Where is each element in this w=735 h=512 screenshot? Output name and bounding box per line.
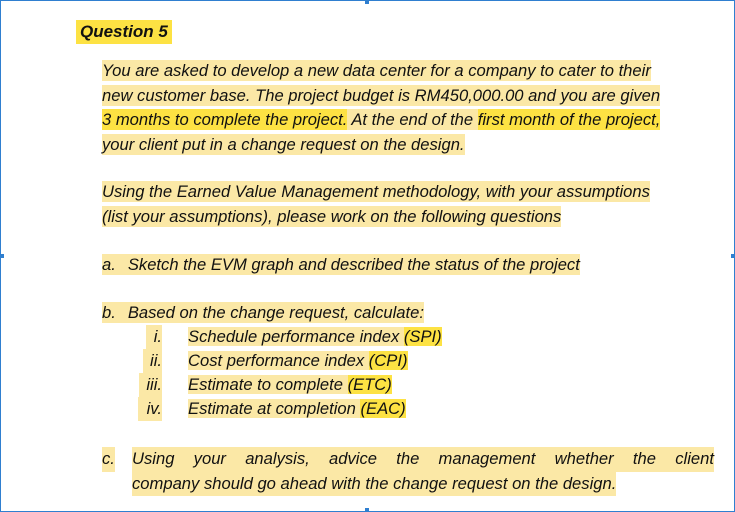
part-b-item	[188, 325, 442, 349]
part-b-letter: b.	[102, 303, 116, 322]
item-label: Estimate at completion	[188, 399, 361, 418]
intro-line-4: your client put in a change request on the design.	[102, 134, 465, 154]
part-c-line-1: Using your analysis, advice the management whether the client	[132, 447, 714, 472]
resize-handle-left[interactable]	[0, 254, 4, 258]
part-c	[102, 447, 714, 496]
part-b-item-number: ii.	[143, 349, 162, 373]
part-b-item	[188, 349, 408, 373]
part-c-letter: c.	[102, 447, 115, 472]
item-abbr: (ETC)	[347, 375, 392, 394]
intro-line-3-middle: At the end of the	[347, 110, 478, 129]
part-c-line-2: company should go ahead with the change request on the design.	[132, 472, 616, 497]
part-b-item-number: i.	[146, 325, 162, 349]
part-b-item	[188, 397, 406, 421]
part-b-item-number: iv.	[138, 397, 162, 421]
item-abbr: (CPI)	[368, 351, 408, 370]
part-a-letter: a.	[102, 255, 116, 274]
item-label: Estimate to complete	[188, 375, 348, 394]
part-a	[102, 253, 714, 278]
part-b-text: Based on the change request, calculate:	[116, 302, 424, 323]
resize-handle-right[interactable]	[731, 254, 735, 258]
intro-paragraph	[102, 59, 714, 157]
intro-line-1: You are asked to develop a new data center for a company to cater to their	[102, 61, 651, 80]
item-abbr: (SPI)	[403, 327, 442, 346]
resize-handle-bottom[interactable]	[365, 508, 369, 512]
item-label: Schedule performance index	[188, 327, 404, 346]
part-b-item-number: iii.	[139, 373, 162, 397]
item-abbr: (EAC)	[360, 399, 406, 418]
part-b	[102, 301, 714, 326]
instruction-paragraph	[102, 180, 714, 229]
part-b-item	[188, 373, 392, 397]
part-a-text: Sketch the EVM graph and described the status of the project	[116, 254, 580, 275]
resize-handle-top[interactable]	[365, 0, 369, 4]
intro-line-3-highlight: 3 months to complete the project.	[102, 110, 348, 129]
intro-line-2: new customer base. The project budget is RM450,000.00 and you are given	[102, 85, 661, 105]
instruction-line-1: Using the Earned Value Management methodology, with your assumptions	[102, 182, 650, 201]
item-label: Cost performance index	[188, 351, 369, 370]
instruction-line-2: (list your assumptions), please work on the following questions	[102, 206, 562, 226]
intro-line-3-end: first month of the project,	[477, 110, 661, 129]
question-title: Question 5	[76, 20, 172, 44]
